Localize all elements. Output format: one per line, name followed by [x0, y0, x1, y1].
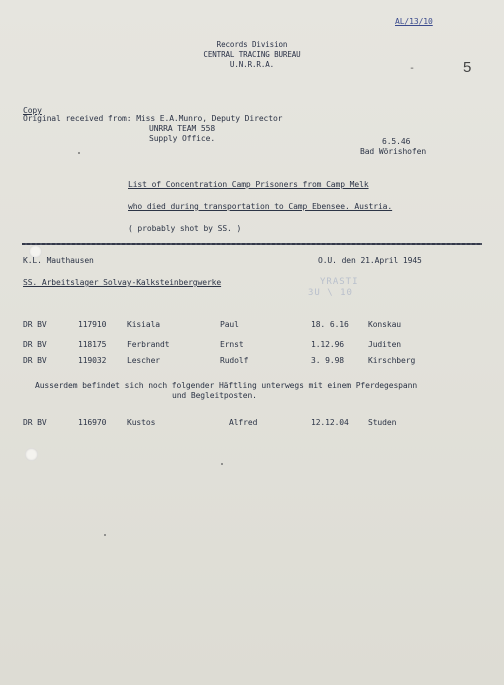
prisoner-birthdate: 12.12.04	[311, 418, 349, 427]
prisoner-surname: Ferbrandt	[127, 340, 170, 349]
prisoner-category: DR BV	[23, 320, 47, 329]
speck	[78, 152, 80, 154]
subcamp-name: SS. Arbeitslager Solvay-Kalksteinbergwerke	[23, 278, 222, 287]
prisoner-number: 117910	[78, 320, 107, 329]
prisoner-surname: Kisiala	[127, 320, 161, 329]
punch-hole	[25, 448, 38, 461]
prisoner-category: DR BV	[23, 418, 47, 427]
copy-label: Copy	[23, 106, 42, 115]
divider-rule	[22, 243, 482, 245]
prisoner-surname: Kustos	[127, 418, 156, 427]
faded-stamp	[308, 277, 418, 301]
prisoner-birthplace: Studen	[368, 418, 397, 427]
prisoner-birthplace: Kirschberg	[368, 356, 416, 365]
prisoner-birthdate: 3. 9.98	[311, 356, 345, 365]
prisoner-first-name: Rudolf	[220, 356, 249, 365]
camp-date: O.U. den 21.April 1945	[318, 256, 422, 265]
prisoner-category: DR BV	[23, 356, 47, 365]
header-records-division: Records Division	[216, 40, 288, 49]
stamp-line-1: YRASTI	[320, 277, 359, 287]
received-from-line: Original received from: Miss E.A.Munro, Deputy Director	[23, 114, 283, 123]
handwritten-page-number: 5	[463, 59, 472, 76]
prisoner-birthplace: Juditen	[368, 340, 402, 349]
prisoner-category: DR BV	[23, 340, 47, 349]
prisoner-first-name: Paul	[220, 320, 239, 329]
stamp-line-2: 3U \ 10	[308, 288, 353, 298]
list-title-note: ( probably shot by SS. )	[128, 224, 242, 233]
note-line-2: und Begleitposten.	[172, 391, 257, 400]
speck	[104, 534, 106, 536]
prisoner-surname: Lescher	[127, 356, 161, 365]
prisoner-number: 118175	[78, 340, 107, 349]
prisoner-number: 119032	[78, 356, 107, 365]
speck	[221, 463, 223, 465]
prisoner-first-name: Ernst	[220, 340, 244, 349]
prisoner-birthdate: 1.12.96	[311, 340, 345, 349]
header-central-tracing-bureau: CENTRAL TRACING BUREAU	[203, 50, 301, 59]
document-place: Bad Wörishofen	[360, 147, 427, 156]
list-title-line2: who died during transportation to Camp Ebensee. Austria.	[128, 202, 393, 211]
margin-dash: -	[409, 63, 415, 74]
prisoner-number: 116970	[78, 418, 107, 427]
prisoner-first-name: Alfred	[229, 418, 258, 427]
reference-number: AL/13/10	[395, 17, 433, 26]
prisoner-birthplace: Konskau	[368, 320, 402, 329]
received-office: Supply Office.	[149, 134, 216, 143]
camp-name: K.L. Mauthausen	[23, 256, 94, 265]
document-date: 6.5.46	[382, 137, 411, 146]
note-line-1: Ausserdem befindet sich noch folgender Häftling unterwegs mit einem Pferdegespann	[35, 381, 418, 390]
list-title: List of Concentration Camp Prisoners from Camp Melk	[128, 180, 369, 189]
prisoner-birthdate: 18. 6.16	[311, 320, 349, 329]
header-unrra: U.N.R.R.A.	[229, 60, 275, 69]
received-team: UNRRA TEAM 558	[149, 124, 216, 133]
